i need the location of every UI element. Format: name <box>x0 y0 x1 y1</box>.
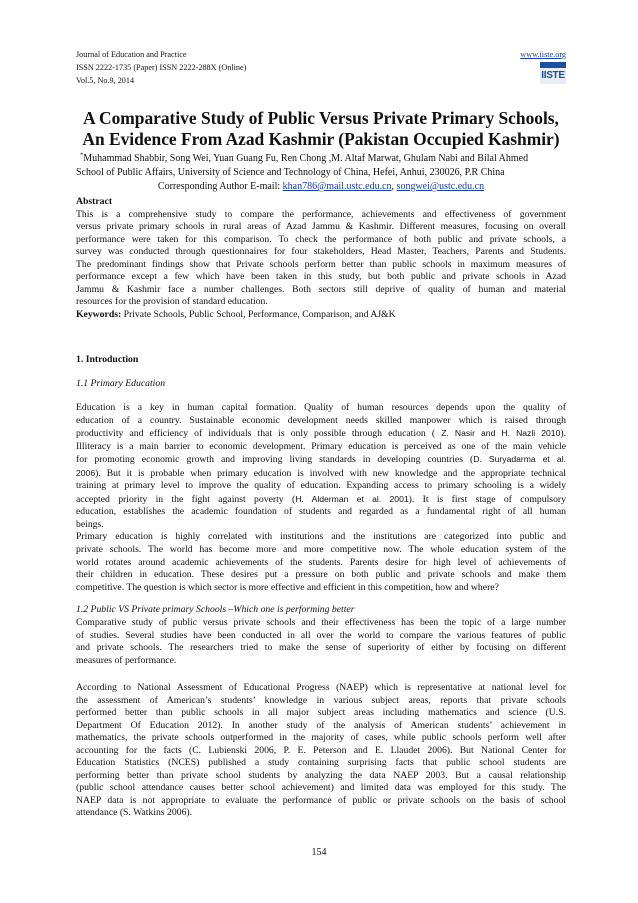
abstract-heading: Abstract <box>76 196 113 207</box>
subsection-heading-public-vs-private: 1.2 Public VS Private primary Schools –Which one is performing better <box>76 604 355 615</box>
p1-line: 2006). But it is probable when primary education is involved with new knowledge and the appropriate technical <box>76 467 566 479</box>
p4-line: (public school attendance causes better school achievement) and limited data was employed for this study. The <box>76 782 566 794</box>
author-names <box>76 152 566 166</box>
keywords-label: Keywords: <box>76 308 122 320</box>
author-list: Muhammad Shabbir, Song Wei, Yuan Guang Fu, Ren Chong ,M. Altaf Marwat, Ghulam Nabi and Bilal Ahmed <box>83 153 529 164</box>
iiste-logo <box>540 62 566 84</box>
author-affiliation: School of Public Affairs, University of Science and Technology of China, Hefei, Anhui, 230026, P.R China <box>76 167 505 178</box>
abstract-line: Jammu & Kashmir face a number challenges. Both sectors still deprive of quality of human and material <box>76 283 566 295</box>
title-line-2: An Evidence From Azad Kashmir (Pakistan Occupied Kashmir) <box>82 129 560 149</box>
p1-line: productivity and efficiency of individuals that is only possible through education ( Z. Nasir and H. Nazli 2010). <box>76 428 566 440</box>
p1-line: accepted priority in the fight against poverty (H. Alderman et al. 2001). It is first stage of compulsory <box>76 493 566 505</box>
abstract-line: performance except a few which have been taken in this study, but both public and private schools in Azad <box>76 271 566 283</box>
abstract-line: The predominant findings show that Private schools perform better than public schools in maximum measures of <box>76 258 566 270</box>
abstract-line: This is a comprehensive study to compare the performance, achievements and effectiveness of government <box>76 208 566 220</box>
p3-line: of studies. Several studies have been conducted in all over the world to compare the various features of public <box>76 629 566 641</box>
paragraph-1 <box>76 402 566 594</box>
abstract-line: versus private primary schools in rural areas of Azad Jammu & Kashmir. Different measures, focusing on overall <box>76 221 566 233</box>
corr-label: Corresponding Author E-mail: <box>157 181 283 192</box>
paper-title <box>76 108 566 150</box>
p4-line: accounting for the facts (C. Lubienski 2006, P. E. Peterson and E. Llaudet 2006). But National Center for <box>76 744 566 756</box>
journal-name: Journal of Education and Practice <box>76 50 187 59</box>
p1-line: Illiteracy is a main barrier to economic development. Primary education is perceived as one of the main vehicle <box>76 440 566 452</box>
logo-text: IISTE <box>540 68 566 84</box>
keywords-list: Private Schools, Public School, Performance, Comparison, and AJ&K <box>121 308 396 320</box>
journal-url-link[interactable]: www.iiste.org <box>520 50 566 59</box>
journal-volume: Vol.5, No.9, 2014 <box>76 76 135 85</box>
p2-line: private schools. The world has become more and more competitive now. The whole education system of the <box>76 544 566 556</box>
p4-line: performing better than private school students by analyzing the data NAEP 2003. But a causal relationship <box>76 769 566 781</box>
citation: H. Alderman et al. 2001 <box>295 493 409 504</box>
p4-line: attendance (S. Watkins 2006). <box>76 807 193 819</box>
p2-line: world rotates around academic achievements of the students. Parents desire for high level of achievements of <box>76 556 566 568</box>
email-link-2[interactable]: songwei@ustc.edu.cn <box>396 181 485 192</box>
p1-line: education, establishes the academic foundation of students and regarded as a fundamental right of all human <box>76 506 566 518</box>
p4-line: Education Statistics (NCES) published a study containing surprising facts that public school students are <box>76 757 566 769</box>
author-block <box>76 152 566 194</box>
subsection-heading-primary-education: 1.1 Primary Education <box>76 378 166 389</box>
citation: Z. Nasir and H. Nazli 2010 <box>441 428 561 439</box>
p4-line: According to National Assessment of Educational Progress (NAEP) which is representative at national level for <box>76 682 566 693</box>
p3-line: and private schools. The researchers tried to make the sense of superiority of either by focusing on different <box>76 642 566 654</box>
author-marker: * <box>80 151 84 159</box>
abstract-line: performance were taken for this comparison. To check the performance of both public and private schools, a <box>76 233 566 245</box>
p2-line: their children in education. These desires put a pressure on both public and private schools and make them <box>76 569 566 581</box>
p4-line: Department Of Education 2012). In another study of the analysis of American students’ achievement in <box>76 719 566 731</box>
journal-issn: ISSN 2222-1735 (Paper) ISSN 2222-288X (Online) <box>76 63 247 72</box>
p4-line: NAEP data is not appropriate to evaluate the performance of public or private schools on the basis of school <box>76 794 566 806</box>
email-sep: , <box>391 181 397 192</box>
corresponding-author <box>76 180 566 194</box>
p1-line: education of a country. Sustainable economic development needs skilled manpower which is raised through <box>76 414 566 426</box>
p2-line: competitive. The question is which sector is more effective and efficient in this competition, how and where? <box>76 581 499 593</box>
p1-line: for promoting economic growth and improving living standards in developing countries (D. Suryadarma et al. <box>76 454 566 466</box>
p3-line: Comparative study of public versus private schools and their effectiveness has been the topic of a large number <box>76 617 566 628</box>
p1-line: beings. <box>76 518 104 530</box>
citation: 2006 <box>76 467 96 478</box>
paragraph-4 <box>76 682 566 820</box>
abstract-line: resources for the provision of standard education. <box>76 296 268 308</box>
abstract <box>76 196 566 321</box>
p4-line: performed better than public schools in all major subject areas including mathematics and science (U.S. <box>76 707 566 719</box>
email-link-1[interactable]: khan786@mail.ustc.edu.cn <box>282 181 392 192</box>
p4-line: mathematics, the private schools outperformed in the majority of cases, while public schools perform well after <box>76 732 566 744</box>
p3-line: measures of performance. <box>76 654 177 666</box>
abstract-line: survey was conducted through questionnaires for four stakeholders, Head Master, Teachers, Parents and Students. <box>76 246 566 258</box>
p2-line: Primary education is highly correlated with institutions and the institutions are categorized into public and <box>76 531 566 543</box>
p4-line: the assessment of American’s students’ knowledge in various subject areas, reports that private schools <box>76 694 566 706</box>
title-line-1: A Comparative Study of Public Versus Private Primary Schools, <box>83 108 559 128</box>
journal-header <box>76 48 566 87</box>
page-number: 154 <box>311 847 327 858</box>
citation: D. Suryadarma et al. <box>473 454 566 465</box>
paragraph-3 <box>76 617 566 667</box>
section-heading-introduction: 1. Introduction <box>76 354 139 365</box>
p1-line: Education is a key in human capital formation. Quality of human resources depends upon the quality of <box>76 402 566 413</box>
p1-line: training at primary level to improve the quality of education. Expanding access to primary schooling is a widely <box>76 480 566 492</box>
keywords <box>76 309 566 322</box>
